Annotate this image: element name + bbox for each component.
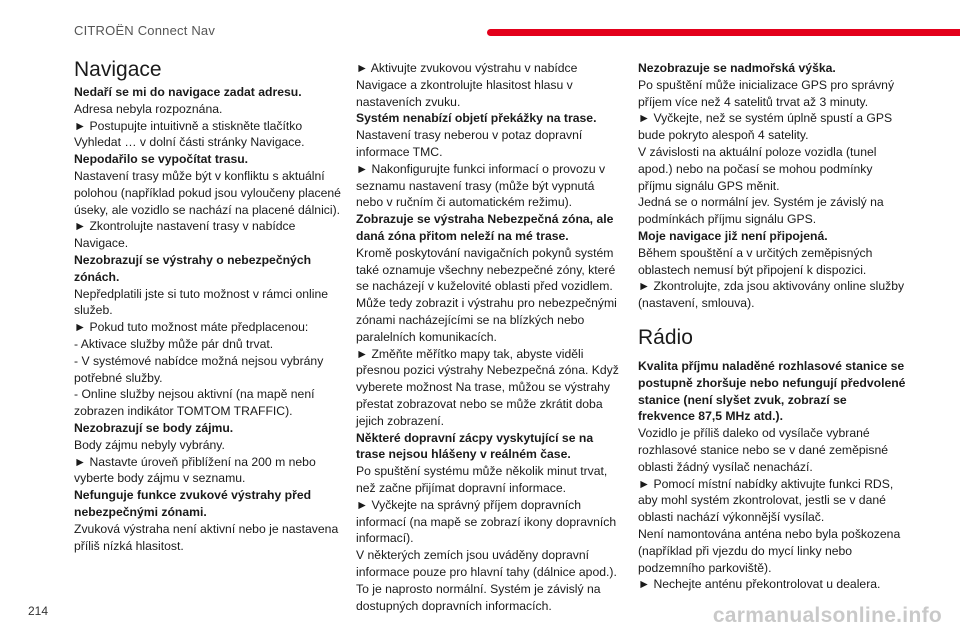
body-paragraph: - Aktivace služby může pár dnů trvat. xyxy=(74,336,274,351)
problem-title: Nedaří se mi do navigace zadat adresu. xyxy=(74,85,302,99)
body-paragraph: ► Pomocí místní nabídky aktivujte funkci RDS, aby mohl systém zkontrolovat, jestli se v dané oblasti nachází výkonnější vysílač. xyxy=(638,476,894,525)
body-paragraph: V některých zemích jsou uváděny dopravní informace pouze pro hlavní tahy (dálnice apod.). To je naprosto normální. Systém je závislý na dostupných dopravních informacích. xyxy=(356,548,617,613)
problem-title: Zobrazuje se výstraha Nebezpečná zóna, ale daná zóna přitom neleží na mé trase. xyxy=(356,212,614,243)
body-paragraph: V závislosti na aktuální poloze vozidla (tunel apod.) nebo na počasí se mohou podmínky příjmu signálu GPS měnit. xyxy=(638,144,877,193)
body-paragraph: ► Nakonfigurujte funkci informací o provozu v seznamu nastavení trasy (může být vypnutá nebo v ručním či automatickém režimu). xyxy=(356,161,606,210)
problem-title: Nezobrazují se výstrahy o nebezpečných zónách. xyxy=(74,252,312,284)
body-paragraph: Zvuková výstraha není aktivní nebo je nastavena příliš nízká hlasitost. xyxy=(74,521,339,553)
problem-title: Nepodařilo se vypočítat trasu. xyxy=(74,152,249,167)
page-number: 214 xyxy=(28,604,49,618)
problem-title: Nezobrazuje se nadmořská výška. xyxy=(638,61,836,75)
section-heading: Rádio xyxy=(638,325,693,349)
body-paragraph: Body zájmu nebyly vybrány. xyxy=(74,437,225,452)
body-paragraph: ► Nastavte úroveň přiblížení na 200 m nebo vyberte body zájmu v seznamu. xyxy=(74,454,316,486)
body-paragraph: Nepředplatili jste si tuto možnost v rámci online služeb. xyxy=(74,286,329,318)
body-paragraph: Během spouštění a v určitých zeměpisných oblastech nemusí být připojení k dispozici. xyxy=(638,245,873,277)
body-paragraph: ► Zkontrolujte, zda jsou aktivovány online služby (nastavení, smlouva). xyxy=(638,279,905,311)
body-paragraph: Kromě poskytování navigačních pokynů systém také oznamuje všechny nebezpečné zóny, které se nacházejí v kuželovité oblasti před vozidlem. Může tedy zobrazit i výstrahu pro nebezpečnými zónami nacházejícími se na blízkých nebo paralelních komunikacích. xyxy=(356,245,617,344)
running-header-title: CITROËN Connect Nav xyxy=(74,23,216,38)
body-paragraph: Není namontována anténa nebo byla poškozena (například při vjezdu do mycí linky nebo podzemního parkoviště). xyxy=(638,526,901,575)
body-paragraph: ► Aktivujte zvukovou výstrahu v nabídce Navigace a zkontrolujte hlasitost hlasu v nastaveních zvuku. xyxy=(356,61,578,109)
body-paragraph: Po spuštění může inicializace GPS pro správný příjem více než 4 satelitů trvat až 3 minuty. xyxy=(638,77,895,109)
body-paragraph: Jedná se o normální jev. Systém je závislý na podmínkách příjmu signálu GPS. xyxy=(638,195,884,227)
header-accent-bar xyxy=(487,29,960,36)
body-paragraph: ► Vyčkejte na správný příjem dopravních informací (na mapě se zobrazí ikony dopravních informací). xyxy=(356,497,617,546)
problem-title: Kvalita příjmu naladěné rozhlasové stanice se postupně zhoršuje nebo nefungují předvolené stanice (není slyšet zvuk, zobrazí se frekvence 87,5 MHz atd.). xyxy=(638,358,906,424)
text-column-1 xyxy=(74,58,342,554)
problem-title: Systém nenabízí objetí překážky na trase. xyxy=(356,111,597,126)
problem-title: Některé dopravní zácpy vyskytující se na trase nejsou hlášeny v reálném čase. xyxy=(356,430,594,462)
body-paragraph: Nastavení trasy může být v konfliktu s aktuální polohou (například pokud jsou vyloučeny placené úseky, ale vozidlo se nachází na placené dálnici). xyxy=(74,168,341,217)
body-paragraph: Vozidlo je příliš daleko od vysílače vybrané rozhlasové stanice nebo se v dané zeměpisné oblasti žádný vysílač nenachází. xyxy=(638,426,888,474)
problem-title: Nefunguje funkce zvukové výstrahy před nebezpečnými zónami. xyxy=(74,488,312,519)
body-paragraph: ► Zkontrolujte nastavení trasy v nabídce Navigace. xyxy=(74,219,296,251)
text-column-3 xyxy=(638,60,906,593)
section-heading: Navigace xyxy=(74,58,162,81)
body-paragraph: ► Vyčkejte, než se systém úplně spustí a GPS bude pokryto alespoň 4 satelity. xyxy=(638,111,893,143)
body-paragraph: ► Nechejte anténu překontrolovat u dealera. xyxy=(638,577,881,592)
text-column-2 xyxy=(356,60,624,614)
body-paragraph: Nastavení trasy neberou v potaz dopravní informace TMC. xyxy=(356,128,583,159)
body-paragraph: ► Změňte měřítko mapy tak, abyste viděli přesnou pozici výstrahy Nebezpečná zóna. Když vyberete možnost Na trase, můžou se výstrahy přestat zobrazovat nebo se může zkrátit doba jejich zobrazení. xyxy=(356,346,619,428)
problem-title: Moje navigace již není připojená. xyxy=(638,228,828,243)
problem-title: Nezobrazují se body zájmu. xyxy=(74,420,234,435)
body-paragraph: ► Postupujte intuitivně a stiskněte tlačítko Vyhledat … v dolní části stránky Navigace. xyxy=(74,118,305,150)
body-paragraph: - V systémové nabídce možná nejsou vybrány potřebné služby. xyxy=(74,353,324,385)
body-paragraph: Po spuštění systému může několik minut trvat, než začne přijímat dopravní informace. xyxy=(356,464,608,495)
body-paragraph: - Online služby nejsou aktivní (na mapě není zobrazen indikátor TOMTOM TRAFFIC). xyxy=(74,387,315,419)
watermark: carmanualsonline.info xyxy=(712,604,942,627)
body-paragraph: ► Pokud tuto možnost máte předplacenou: xyxy=(74,320,309,335)
body-paragraph: Adresa nebyla rozpoznána. xyxy=(74,101,223,116)
